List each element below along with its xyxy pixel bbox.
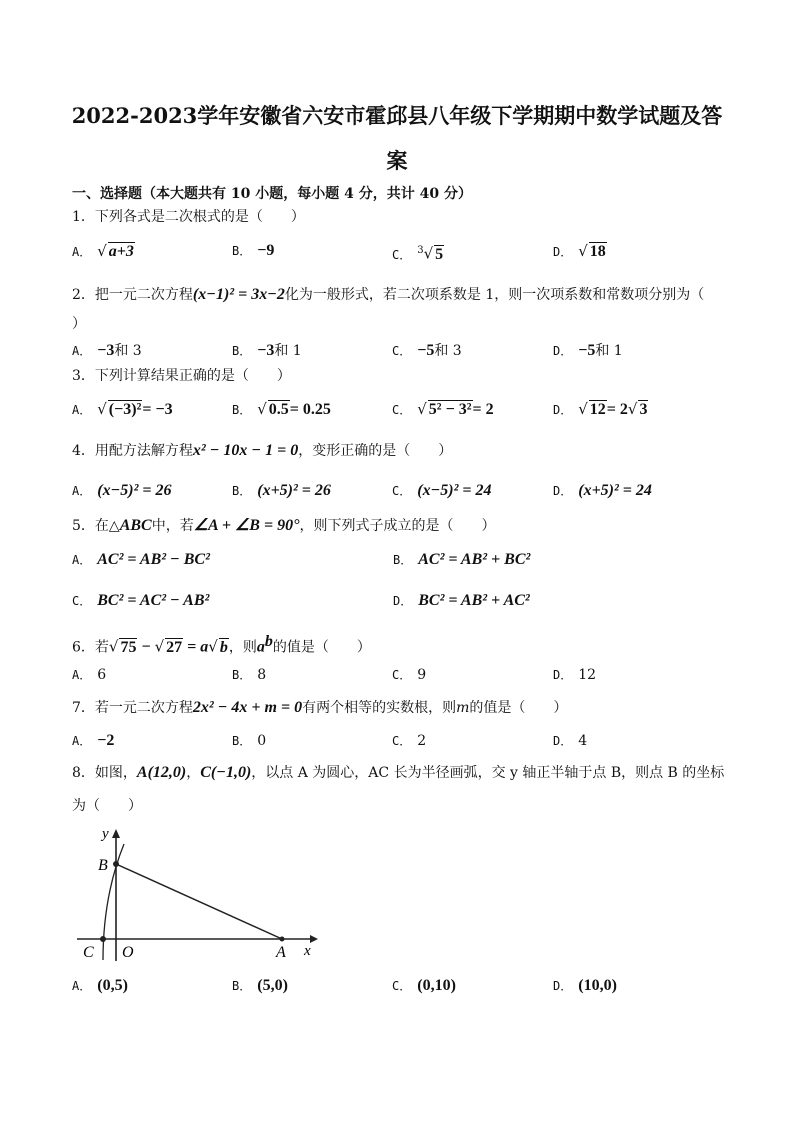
q4-option-c[interactable]: C． (x−5)² = 24 — [392, 482, 492, 499]
q7-option-b[interactable]: B． 0 — [232, 733, 267, 749]
q6-option-c[interactable]: C． 9 — [392, 667, 427, 683]
x-label: x — [304, 943, 311, 959]
q2-option-d[interactable]: D． −5和 1 — [553, 342, 623, 359]
q6-option-d[interactable]: D． 12 — [553, 667, 597, 683]
q8-option-a[interactable]: A． (0,5) — [72, 977, 128, 994]
section-heading: 一、选择题（本大题共有 10 小题，每小题 4 分，共计 40 分） — [72, 186, 472, 202]
question-5-stem: 5．在△ABC中，若∠A + ∠B = 90°，则下列式子成立的是（ ） — [72, 517, 496, 534]
label-b: B — [98, 857, 108, 874]
q7-option-c[interactable]: C． 2 — [392, 733, 427, 749]
q7-option-a[interactable]: A． −2 — [72, 732, 115, 749]
q6-option-b[interactable]: B． 8 — [232, 667, 267, 683]
q3-option-c[interactable]: C． √ 5² − 3²= 2 — [392, 400, 494, 418]
question-8-stem-line2: 为（ ） — [72, 798, 142, 814]
q8-option-c[interactable]: C． (0,10) — [392, 977, 456, 994]
q2-option-b[interactable]: B． −3和 1 — [232, 342, 302, 359]
q1-option-a[interactable]: A． √ a+3 — [72, 242, 134, 260]
q2-option-c[interactable]: C． −5和 3 — [392, 342, 462, 359]
q1-option-b[interactable]: B． −9 — [232, 242, 275, 259]
question-4-stem: 4．用配方法解方程x² − 10x − 1 = 0，变形正确的是（ ） — [72, 442, 453, 459]
question-2-stem: 2．把一元二次方程(x−1)² = 3x−2化为一般形式，若二次项系数是 1，则一次项系数和常数项分别为（ — [72, 286, 705, 303]
label-o: O — [122, 944, 134, 961]
question-8-stem: 8．如图，A(12,0)，C(−1,0)，以点 A 为圆心，AC 长为半径画弧，交 y 轴正半轴于点 B，则点 B 的坐标 — [72, 764, 725, 781]
question-2-stem-line2: ） — [72, 316, 86, 332]
question-3-stem: 3．下列计算结果正确的是（ ） — [72, 368, 291, 384]
q4-option-d[interactable]: D． (x+5)² = 24 — [553, 482, 652, 499]
point-c — [100, 936, 106, 942]
q8-option-d[interactable]: D． (10,0) — [553, 977, 617, 994]
label-a: A — [276, 944, 286, 961]
segment-ba — [116, 864, 282, 939]
q1-option-d[interactable]: D． √ 18 — [553, 242, 606, 260]
x-axis-arrow — [310, 935, 318, 943]
question-1-stem: 1．下列各式是二次根式的是（ ） — [72, 209, 305, 225]
q8-option-b[interactable]: B． (5,0) — [232, 977, 288, 994]
question-7-stem: 7．若一元二次方程2x² − 4x + m = 0有两个相等的实数根，则m的值是（ ） — [72, 699, 568, 716]
y-label: y — [102, 826, 109, 842]
q1-option-c[interactable]: C． $^3$√ 5 — [392, 244, 444, 263]
point-b — [113, 861, 119, 867]
label-c: C — [83, 944, 94, 961]
q4-option-b[interactable]: B． (x+5)² = 26 — [232, 482, 331, 499]
q3-option-d[interactable]: D． √ 12= 2√ 3 — [553, 400, 648, 418]
q5-option-d[interactable]: D． BC² = AB² + AC² — [393, 592, 530, 609]
point-a — [280, 937, 285, 942]
y-axis-arrow — [112, 829, 120, 838]
question-6-stem: 6．若√ 75 − √ 27 = a√ b，则$a^b$的值是（ ） — [72, 633, 371, 656]
q4-option-a[interactable]: A． (x−5)² = 26 — [72, 482, 172, 499]
q7-option-d[interactable]: D． 4 — [553, 733, 588, 749]
q6-option-a[interactable]: A． 6 — [72, 667, 107, 683]
q2-option-a[interactable]: A． −3和 3 — [72, 342, 142, 359]
q5-option-b[interactable]: B． AC² = AB² + BC² — [393, 551, 531, 568]
page-title-continued: 案 — [386, 148, 408, 173]
q5-option-c[interactable]: C． BC² = AC² − AB² — [72, 592, 210, 609]
q8-figure — [72, 826, 322, 966]
q5-option-a[interactable]: A． AC² = AB² − BC² — [72, 551, 210, 568]
q3-option-b[interactable]: B． √ 0.5= 0.25 — [232, 400, 331, 418]
q3-option-a[interactable]: A． √ (−3)²= −3 — [72, 400, 173, 418]
page-title: 2022-2023学年安徽省六安市霍邱县八年级下学期期中数学试题及答 — [71, 103, 723, 128]
